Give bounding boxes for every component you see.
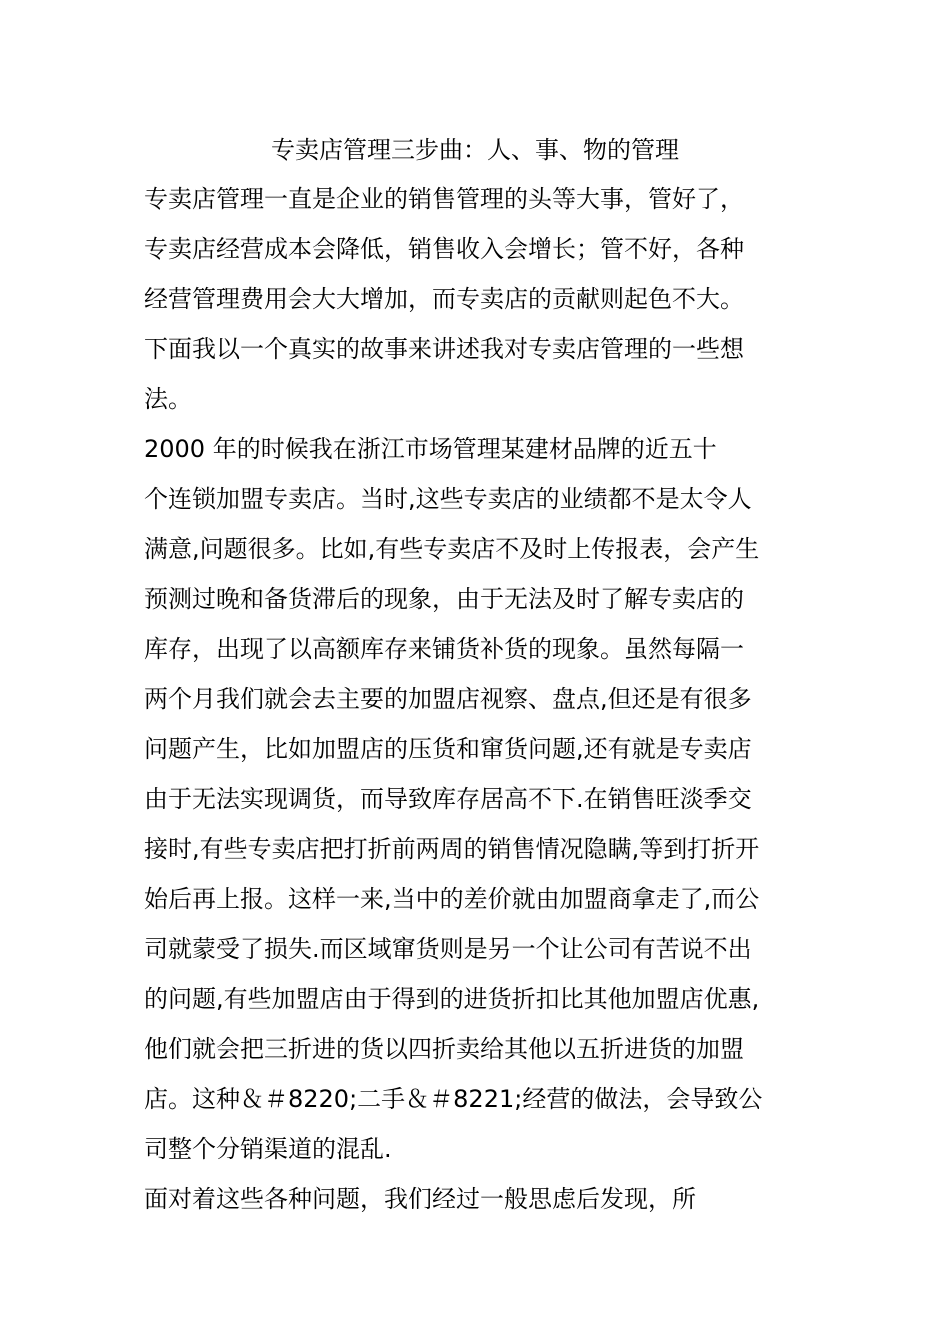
paragraph-line: 2000 年的时候我在浙江市场管理某建材品牌的近五十 — [144, 435, 717, 463]
paragraph-line: 专卖店经营成本会降低，销售收入会增长；管不好，各种 — [144, 235, 744, 263]
paragraph-line: 经营管理费用会大大增加，而专卖店的贡献则起色不大。 — [144, 285, 744, 313]
paragraph-line: 预测过晚和备货滞后的现象，由于无法及时了解专卖店的 — [144, 585, 744, 613]
paragraph-line: 店。这种＆＃8220;二手＆＃8221;经营的做法，会导致公 — [144, 1085, 763, 1113]
paragraph-line: 始后再上报。这样一来,当中的差价就由加盟商拿走了,而公 — [144, 885, 760, 913]
paragraph-line: 由于无法实现调货，而导致库存居高不下.在销售旺淡季交 — [144, 785, 752, 813]
paragraph-line: 面对着这些各种问题，我们经过一般思虑后发现，所 — [144, 1185, 696, 1213]
paragraph-line: 满意,问题很多。比如,有些专卖店不及时上传报表，会产生 — [144, 535, 760, 563]
paragraph-line: 司就蒙受了损失.而区域窜货则是另一个让公司有苦说不出 — [144, 935, 752, 963]
paragraph-line: 的问题,有些加盟店由于得到的进货折扣比其他加盟店优惠, — [144, 985, 760, 1013]
paragraph-line: 下面我以一个真实的故事来讲述我对专卖店管理的一些想 — [144, 335, 744, 363]
paragraph-line: 库存，出现了以高额库存来铺货补货的现象。虽然每隔一 — [144, 635, 744, 663]
paragraph-line: 接时,有些专卖店把打折前两周的销售情况隐瞒,等到打折开 — [144, 835, 760, 863]
document-title: 专卖店管理三步曲：人、事、物的管理 — [271, 136, 679, 164]
paragraph-line: 个连锁加盟专卖店。当时,这些专卖店的业绩都不是太令人 — [144, 485, 752, 513]
paragraph-line: 他们就会把三折进的货以四折卖给其他以五折进货的加盟 — [144, 1035, 744, 1063]
paragraph-line: 法。 — [144, 385, 192, 413]
paragraph-line: 专卖店管理一直是企业的销售管理的头等大事，管好了， — [144, 185, 744, 213]
paragraph-line: 司整个分销渠道的混乱. — [144, 1135, 392, 1163]
paragraph-line: 两个月我们就会去主要的加盟店视察、盘点,但还是有很多 — [144, 685, 752, 713]
paragraph-line: 问题产生，比如加盟店的压货和窜货问题,还有就是专卖店 — [144, 735, 752, 763]
